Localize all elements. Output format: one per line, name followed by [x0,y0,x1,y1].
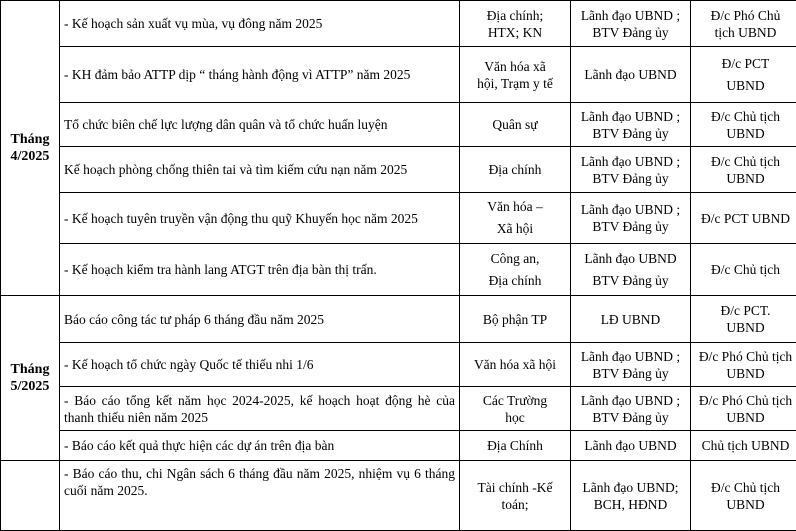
unit-cell: Quân sự [460,103,571,147]
leader-cell: Lãnh đạo UBND ; BTV Đảng ủy [571,343,691,387]
task-cell: - Báo cáo tổng kết năm học 2024-2025, kế hoạch hoạt động hè của thanh thiếu niên năm 2025 [60,387,460,431]
task-cell: - Kế hoạch kiểm tra hành lang ATGT trên địa bàn thị trấn. [60,244,460,296]
leader-cell: Lãnh đạo UBND ; BTV Đảng ủy [571,103,691,147]
table-row [1,244,796,296]
table-row [1,193,796,244]
unit-cell: Các Trường học [460,387,571,431]
responsible-cell: Đ/c PCT UBND [691,47,796,103]
table-row [1,461,796,531]
unit-cell: Địa chính; HTX; KN [460,1,571,47]
responsible-cell: Đ/c Chủ tịch [691,244,796,296]
responsible-cell: Đ/c Chủ tịch UBND [691,461,796,531]
leader-cell: Lãnh đạo UBND [571,47,691,103]
leader-cell: Lãnh đạo UBND ; BTV Đảng ủy [571,193,691,244]
leader-cell: Lãnh đạo UBND ; BTV Đảng ủy [571,147,691,193]
task-cell: Kế hoạch phòng chống thiên tai và tìm kiếm cứu nạn năm 2025 [60,147,460,193]
leader-cell: Lãnh đạo UBND; BCH, HĐND [571,461,691,531]
month-cell-empty [1,461,60,531]
task-cell: - Kế hoạch tuyên truyền vận động thu quỹ Khuyến học năm 2025 [60,193,460,244]
table-row [1,1,796,47]
leader-cell: LĐ UBND [571,296,691,343]
month-cell-may: Tháng 5/2025 [1,296,60,461]
task-cell: - KH đảm bảo ATTP dịp “ tháng hành động vì ATTP” năm 2025 [60,47,460,103]
unit-cell: Địa Chính [460,431,571,461]
unit-cell: Địa chính [460,147,571,193]
task-cell: - Báo cáo kết quả thực hiện các dự án trên địa bàn [60,431,460,461]
unit-cell: Văn hóa – Xã hội [460,193,571,244]
task-cell: - Kế hoạch tổ chức ngày Quốc tế thiếu nhi 1/6 [60,343,460,387]
table-row [1,103,796,147]
leader-cell: Lãnh đạo UBND ; BTV Đảng ủy [571,387,691,431]
table-row [1,343,796,387]
leader-cell: Lãnh đạo UBND BTV Đảng ủy [571,244,691,296]
unit-cell: Công an, Địa chính [460,244,571,296]
leader-cell: Lãnh đạo UBND ; BTV Đảng ủy [571,1,691,47]
unit-cell: Văn hóa xã hội, Trạm y tế [460,47,571,103]
unit-cell: Tài chính -Kế toán; [460,461,571,531]
unit-cell: Văn hóa xã hội [460,343,571,387]
table-row [1,147,796,193]
responsible-cell: Đ/c PCT UBND [691,193,796,244]
table-row [1,431,796,461]
responsible-cell: Đ/c Phó Chủ tịch UBND [691,343,796,387]
task-cell: Tổ chức biên chế lực lượng dân quân và tổ chức huấn luyện [60,103,460,147]
responsible-cell: Chủ tịch UBND [691,431,796,461]
table-row [1,296,796,343]
unit-cell: Bộ phận TP [460,296,571,343]
leader-cell: Lãnh đạo UBND [571,431,691,461]
table-row [1,47,796,103]
responsible-cell: Đ/c PCT. UBND [691,296,796,343]
task-cell: - Báo cáo thu, chi Ngân sách 6 tháng đầu năm 2025, nhiệm vụ 6 tháng cuối năm 2025. [60,461,460,531]
responsible-cell: Đ/c Chủ tịch UBND [691,103,796,147]
responsible-cell: Đ/c Phó Chủ tịch UBND [691,1,796,47]
task-cell: - Kế hoạch sản xuất vụ mùa, vụ đông năm 2025 [60,1,460,47]
responsible-cell: Đ/c Chủ tịch UBND [691,147,796,193]
month-cell-april: Tháng 4/2025 [1,1,60,296]
task-cell: Báo cáo công tác tư pháp 6 tháng đầu năm 2025 [60,296,460,343]
responsible-cell: Đ/c Phó Chủ tịch UBND [691,387,796,431]
table-row [1,387,796,431]
